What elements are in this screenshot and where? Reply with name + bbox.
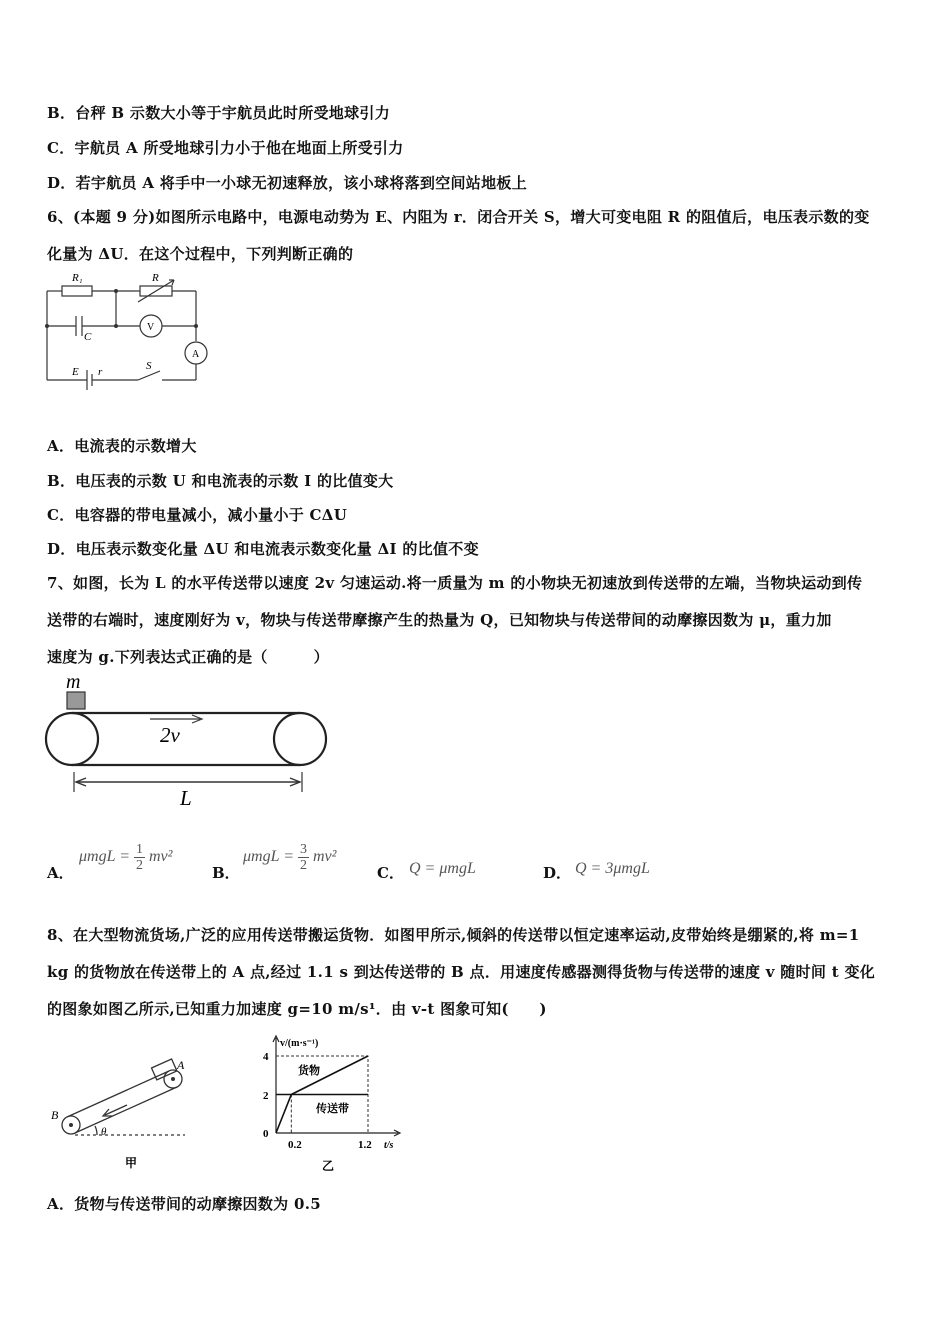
q8-stem-line1: 8、在大型物流货场,广泛的应用传送带搬运货物．如图甲所示,倾斜的传送带以恒定速率运动,皮带始终是绷紧的,将 m=1 <box>47 926 860 944</box>
q8-stem-line2: kg 的货物放在传送带上的 A 点,经过 1.1 s 到达传送带的 B 点．用速度传感器测得货物与传送带的速度 v 随时间 t 变化 <box>47 963 876 981</box>
block-m-label: m <box>66 672 81 693</box>
label-small-r: r <box>98 366 103 378</box>
q6-option-a: A．电流表的示数增大 <box>47 437 197 455</box>
label-r1: R₁ <box>72 272 83 284</box>
belt-speed-label: 2v <box>160 723 180 747</box>
q7-options <box>47 840 747 890</box>
q8-incline-diagram <box>45 1055 195 1175</box>
q7-b-fraction <box>298 842 309 873</box>
q6-circuit-diagram <box>40 268 215 398</box>
fig-yi-caption: 乙 <box>322 1159 335 1173</box>
goods-series-label: 货物 <box>298 1065 320 1077</box>
q6-stem-line1: 6、(本题 9 分)如图所示电路中，电源电动势为 E、内阻为 r．闭合开关 S，增大可变电阻 R 的阻值后，电压表示数的变 <box>47 208 870 226</box>
voltmeter-label: V <box>147 322 155 333</box>
label-c: C <box>84 331 92 343</box>
q7-option-d-label: D． <box>543 864 572 882</box>
q7-stem-line1: 7、如图，长为 L 的水平传送带以速度 2v 匀速运动.将一质量为 m 的小物块无初速放到传送带的左端，当物块运动到传 <box>47 574 863 592</box>
q5-option-c: C．宇航员 A 所受地球引力小于他在地面上所受引力 <box>47 139 404 157</box>
x-tick-0-2: 0.2 <box>288 1139 302 1151</box>
x-axis-label: t/s <box>384 1140 394 1151</box>
q7-b-den: 2 <box>300 858 307 873</box>
q5-option-b: B．台秤 B 示数大小等于宇航员此时所受地球引力 <box>47 104 391 122</box>
label-e: E <box>72 366 79 378</box>
q6-option-d: D．电压表示数变化量 ΔU 和电流表示数变化量 ΔI 的比值不变 <box>47 540 479 558</box>
q7-a-num: 1 <box>136 842 143 857</box>
q8-stem-line3: 的图象如图乙所示,已知重力加速度 g=10 m/s¹．由 v-t 图象可知( ) <box>47 1000 547 1018</box>
q7-a-den: 2 <box>136 858 143 873</box>
y-tick-0: 0 <box>263 1128 269 1140</box>
y-tick-4: 4 <box>263 1051 269 1063</box>
q7-b-lhs: μmgL = <box>243 848 294 866</box>
q6-stem-line2: 化量为 ΔU．在这个过程中，下列判断正确的 <box>47 245 354 263</box>
q7-option-c-formula: Q = μmgL <box>409 860 476 877</box>
q7-option-b-label: B． <box>212 864 240 882</box>
q7-b-num: 3 <box>300 842 307 857</box>
q6-option-c: C．电容器的带电量减小，减小量小于 CΔU <box>47 506 348 524</box>
ammeter-label: A <box>192 349 200 360</box>
q7-a-fraction <box>134 842 145 873</box>
q7-stem-line3: 速度为 g.下列表达式正确的是（ ） <box>47 648 329 666</box>
angle-theta-label: θ <box>101 1126 107 1138</box>
q7-a-rhs: mv² <box>149 848 173 866</box>
point-a-label: A <box>177 1058 185 1072</box>
q6-option-b: B．电压表的示数 U 和电流表的示数 I 的比值变大 <box>47 472 394 490</box>
q7-stem-line2: 送带的右端时，速度刚好为 v，物块与传送带摩擦产生的热量为 Q，已知物块与传送带间的动摩擦因数为 μ，重力加 <box>47 611 832 629</box>
q7-b-rhs: mv² <box>313 848 337 866</box>
q8-option-a: A．货物与传送带间的动摩擦因数为 0.5 <box>47 1195 321 1213</box>
y-tick-2: 2 <box>263 1090 269 1102</box>
q7-a-lhs: μmgL = <box>79 848 130 866</box>
q7-option-c-label: C． <box>377 864 404 882</box>
x-tick-1-2: 1.2 <box>358 1139 372 1151</box>
length-l-label: L <box>180 786 192 810</box>
belt-series-label: 传送带 <box>316 1103 349 1115</box>
q7-option-a-formula <box>79 842 172 873</box>
label-s: S <box>146 360 152 372</box>
q7-option-b-formula <box>243 842 336 873</box>
q7-option-a-label: A． <box>47 864 74 882</box>
y-axis-label: v/(m·s⁻¹) <box>280 1038 319 1049</box>
q5-option-d: D．若宇航员 A 将手中一小球无初速释放，该小球将落到空间站地板上 <box>47 174 527 192</box>
q8-vt-graph <box>250 1030 420 1175</box>
q7-option-d-formula: Q = 3μmgL <box>575 860 650 877</box>
label-r: R <box>152 272 159 284</box>
point-b-label: B <box>51 1108 59 1122</box>
q7-conveyor-diagram <box>40 672 340 812</box>
fig-jia-caption: 甲 <box>125 1156 138 1170</box>
